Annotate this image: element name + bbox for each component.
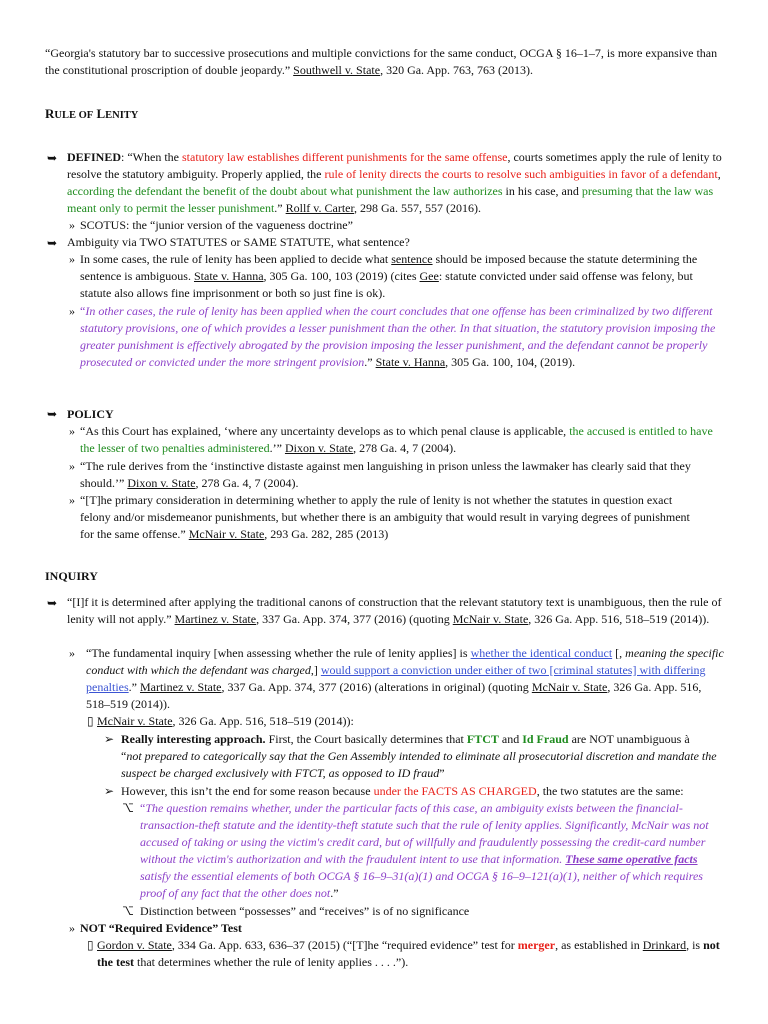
text-run: .” — [128, 680, 140, 694]
sub-bullet-icon: » — [69, 459, 75, 473]
italic-run: , meaning the specific conduct with which the defendant was charged — [86, 646, 724, 677]
highlight-green: presuming that the law was meant only to permit the lesser punishment — [67, 184, 714, 215]
case-citation-reporter: , 278 Ga. 4, 7 (2004). — [195, 476, 299, 490]
highlight-red: rule of lenity directs the courts to resolve such ambiguities in favor of a defendant — [324, 167, 718, 181]
text-run: “[T]he primary consideration in determining whether to apply the rule of lenity is not whether the statutes in question exact felony and/or misdemeanor punishments, but whether there is an ambiguity that would result in varying degrees of punishment for the same offense.” — [80, 493, 690, 541]
text-run: , 334 Ga. App. 633, 636–37 (2015) (“[T]he “required evidence” test for — [171, 938, 518, 952]
intro-quote: “Georgia's statutory bar to successive prosecutions and multiple convictions for the same conduct, OCGA § 16–1–7, is more expansive than the constitutional proscription of double jeopardy.” — [45, 46, 718, 77]
underlined-term: sentence — [391, 252, 433, 266]
bold-run: NOT “Required Evidence” Test — [80, 921, 242, 935]
highlight-purple-quote: satisfy the essential elements of both OCGA § 16–9–31(a)(1) and OCGA § 16–9–121(a)(1), neither of which requires proof of any fact that the other does not — [140, 869, 703, 900]
text-run: , courts sometimes apply the rule of lenity to resolve the statutory ambiguity. Properly applied, the — [67, 150, 722, 181]
quote-mark: .” — [330, 886, 339, 900]
highlight-red-bold: merger — [517, 938, 556, 952]
case-citation-reporter: , 320 Ga. App. 763, 763 (2013). — [380, 63, 534, 77]
heading-smallcaps: ENITY — [105, 110, 139, 121]
highlight-green: according the defendant the benefit of the doubt about what punishment the law authorizes — [67, 184, 503, 198]
text-run: , as established in — [555, 938, 643, 952]
text-run: , the two statutes are the same: — [536, 784, 684, 798]
defined-paragraph — [67, 149, 722, 217]
defined-label: DEFINED — [67, 150, 122, 164]
policy-heading — [67, 406, 114, 423]
case-citation-name: McNair v. State — [188, 527, 265, 541]
text-run: “[I]f it is determined after applying the traditional canons of construction that the relevant statutory text is unambiguous, then the rule of lenity will not apply.” — [67, 595, 722, 626]
quote-mark: “ — [121, 749, 127, 763]
heading-smallcaps: ULE OF — [54, 110, 94, 121]
text-run: in his case, and — [502, 184, 582, 198]
arrow-bullet-icon: ➢ — [104, 784, 115, 798]
highlight-blue: whether the identical conduct — [470, 646, 613, 660]
case-citation-name: McNair v. State — [452, 612, 529, 626]
sub-bullet-icon: » — [69, 304, 75, 318]
text-run: , 337 Ga. App. 374, 377 (2016) (quoting — [256, 612, 453, 626]
distinction-item — [140, 903, 725, 920]
highlight-red: statutory law establishes different punishments for the same offense — [182, 150, 508, 164]
scotus-item — [80, 217, 720, 234]
highlight-blue: would support a conviction under either of two [criminal statutes] with differing penalties — [86, 663, 706, 694]
case-citation-name: Drinkard — [642, 938, 687, 952]
case-citation-reporter: , 293 Ga. 282, 285 (2013) — [264, 527, 389, 541]
text-run: Ambiguity via TWO STATUTES or SAME STATUTE, what sentence? — [67, 235, 410, 249]
policy-label: POLICY — [67, 407, 114, 421]
policy-item — [80, 492, 705, 543]
highlight-red: under the FACTS AS CHARGED — [373, 784, 537, 798]
case-citation-reporter: , 326 Ga. App. 516, 518–519 (2014)): — [172, 714, 354, 728]
section-heading-rule-of-lenity — [45, 105, 138, 124]
ambiguity-item-sentence — [80, 251, 720, 302]
ambiguity-heading — [67, 234, 722, 251]
case-citation-name: Dixon v. State — [284, 441, 354, 455]
text-run: SCOTUS: the “junior version of the vagueness doctrine” — [80, 218, 353, 232]
bold-run: not the test — [97, 938, 720, 969]
sub-bullet-icon: » — [69, 424, 75, 438]
hook-arrow-icon: ➥ — [47, 151, 58, 165]
case-citation-name: Gee — [419, 269, 439, 283]
sub-bullet-icon: » — [69, 646, 75, 660]
case-citation-name: Gordon v. State — [97, 938, 172, 952]
hook-arrow-icon: ➥ — [47, 596, 58, 610]
mcnair-heading — [97, 713, 717, 730]
text-run: that determines whether the rule of lenity applies . . . .”). — [133, 955, 409, 969]
text-run: : statute convicted under said offense was felony, but statute also allows fine imprisonment or both so just fine is ok). — [80, 269, 693, 300]
arrow-bullet-icon: ➢ — [104, 732, 115, 746]
text-run: “The fundamental inquiry [when assessing whether the rule of lenity applies] is — [86, 646, 471, 660]
text-run: ,] — [310, 663, 321, 677]
text-run: , 326 Ga. App. 516, 518–519 (2014)). — [528, 612, 710, 626]
sub-bullet-icon: » — [69, 252, 75, 266]
text-run: “The rule derives from the ‘instinctive distaste against men languishing in prison unless the lawmaker has clearly said that they should.’” — [80, 459, 691, 490]
case-citation-name: Southwell v. State — [293, 63, 381, 77]
case-citation-name: McNair v. State — [531, 680, 608, 694]
text-run: “As this Court has explained, ‘where any uncertainty develops as to which penal clause is applicable, — [80, 424, 570, 438]
highlight-green-bold: Id Fraud — [522, 732, 569, 746]
highlight-green: the accused is entitled to have the lesser of two penalties administered — [80, 424, 713, 455]
text-run: are NOT unambiguous — [568, 732, 685, 746]
text-run: , 305 Ga. 100, 103 (2019) (cites — [263, 269, 420, 283]
case-citation-name: Dixon v. State — [127, 476, 196, 490]
text-run: [ — [612, 646, 620, 660]
inquiry-item — [67, 594, 722, 628]
mcnair-approach — [121, 731, 726, 782]
heading-letter: R — [45, 106, 55, 121]
mcnair-however — [121, 783, 726, 800]
case-citation-name: State v. Hanna — [375, 355, 446, 369]
sub-bullet-icon: » — [69, 921, 75, 935]
text-run: .” — [364, 355, 376, 369]
text-run: .” — [274, 201, 286, 215]
option-bullet-icon: ⌥ — [122, 801, 134, 815]
box-bullet-icon: ▯ — [87, 938, 94, 952]
sub-bullet-icon: » — [69, 218, 75, 232]
option-bullet-icon: ⌥ — [122, 904, 134, 918]
italic-run: not prepared to categorically say that the Gen Assembly intended to eliminate all prosecutorial discretion and mandate the suspect be charged exclusively with FTCT, as opposed to ID fraud — [121, 749, 717, 780]
policy-item — [80, 423, 725, 457]
highlight-purple-quote: The question remains whether, under the particular facts of this case, an ambiguity exists between the financial-transaction-theft statute and the identity-theft statute such that the rule of lenity applies. Significantly, McNair was not accused of taking or using the victim's credit card, but of willfully and fraudulently possessing the credit-card number without the victim's authorization and with the fraudulent intent to use that information. — [140, 801, 709, 866]
text-run: and — [498, 732, 523, 746]
text-run: In some cases, the rule of lenity has been applied to decide what — [80, 252, 392, 266]
case-citation-name: Martinez v. State — [174, 612, 257, 626]
arrow-glyph: à — [684, 732, 690, 746]
mcnair-quote — [140, 800, 725, 902]
sub-bullet-icon: » — [69, 493, 75, 507]
text-run: Distinction between “possesses” and “receives” is of no significance — [140, 904, 470, 918]
highlight-green-bold: FTCT — [466, 732, 499, 746]
case-citation-name: Martinez v. State — [139, 680, 222, 694]
highlight-purple-bold: These same operative facts — [565, 852, 698, 866]
hook-arrow-icon: ➥ — [47, 236, 58, 250]
text-run: .’” — [269, 441, 285, 455]
case-citation-name: McNair v. State — [97, 714, 173, 728]
case-citation-name: Rollf v. Carter — [285, 201, 355, 215]
policy-item — [80, 458, 725, 492]
inquiry-fundamental — [86, 645, 726, 713]
text-run: , 326 Ga. App. 516, 518–519 (2014)). — [86, 680, 702, 711]
highlight-purple-quote: In other cases, the rule of lenity has been applied when the court concludes that one offense has been criminalized by two different statutory provisions, one of which provides a lesser punishment than the other. In that situation, the statutory provision imposing the greater punishment is effectively abrogated by the provision imposing the lesser punishment, and the defendant cannot be properly prosecuted or convicted under the more stringent provision — [80, 304, 716, 369]
intro-paragraph — [45, 45, 725, 79]
bold-run: Really interesting approach. — [121, 732, 266, 746]
text-run: , — [717, 167, 721, 181]
quote-mark: “ — [140, 801, 146, 815]
tag-icon: ➥ — [47, 407, 58, 421]
section-heading-inquiry — [45, 568, 98, 585]
box-bullet-icon: ▯ — [87, 714, 94, 728]
text-run: , is — [686, 938, 704, 952]
not-required-evidence-heading — [80, 920, 720, 937]
gordon-item — [97, 937, 725, 971]
case-citation-reporter: , 298 Ga. 557, 557 (2016). — [354, 201, 481, 215]
text-run: : “When the — [121, 150, 182, 164]
case-citation-reporter: , 278 Ga. 4, 7 (2004). — [353, 441, 457, 455]
text-run: should be imposed because the statute determining the sentence is ambiguous. — [80, 252, 698, 283]
inquiry-label: INQUIRY — [45, 569, 98, 583]
case-citation-reporter: , 305 Ga. 100, 104, (2019). — [445, 355, 576, 369]
case-citation-name: State v. Hanna — [193, 269, 264, 283]
quote-mark: ” — [439, 766, 445, 780]
text-run: First, the Court basically determines that — [265, 732, 467, 746]
text-run: , 337 Ga. App. 374, 377 (2016) (alterations in original) (quoting — [221, 680, 532, 694]
text-run: However, this isn’t the end for some reason because — [121, 784, 374, 798]
heading-letter: L — [96, 106, 106, 121]
ambiguity-item-two-statutes — [80, 303, 725, 371]
quote-mark: “ — [80, 304, 86, 318]
